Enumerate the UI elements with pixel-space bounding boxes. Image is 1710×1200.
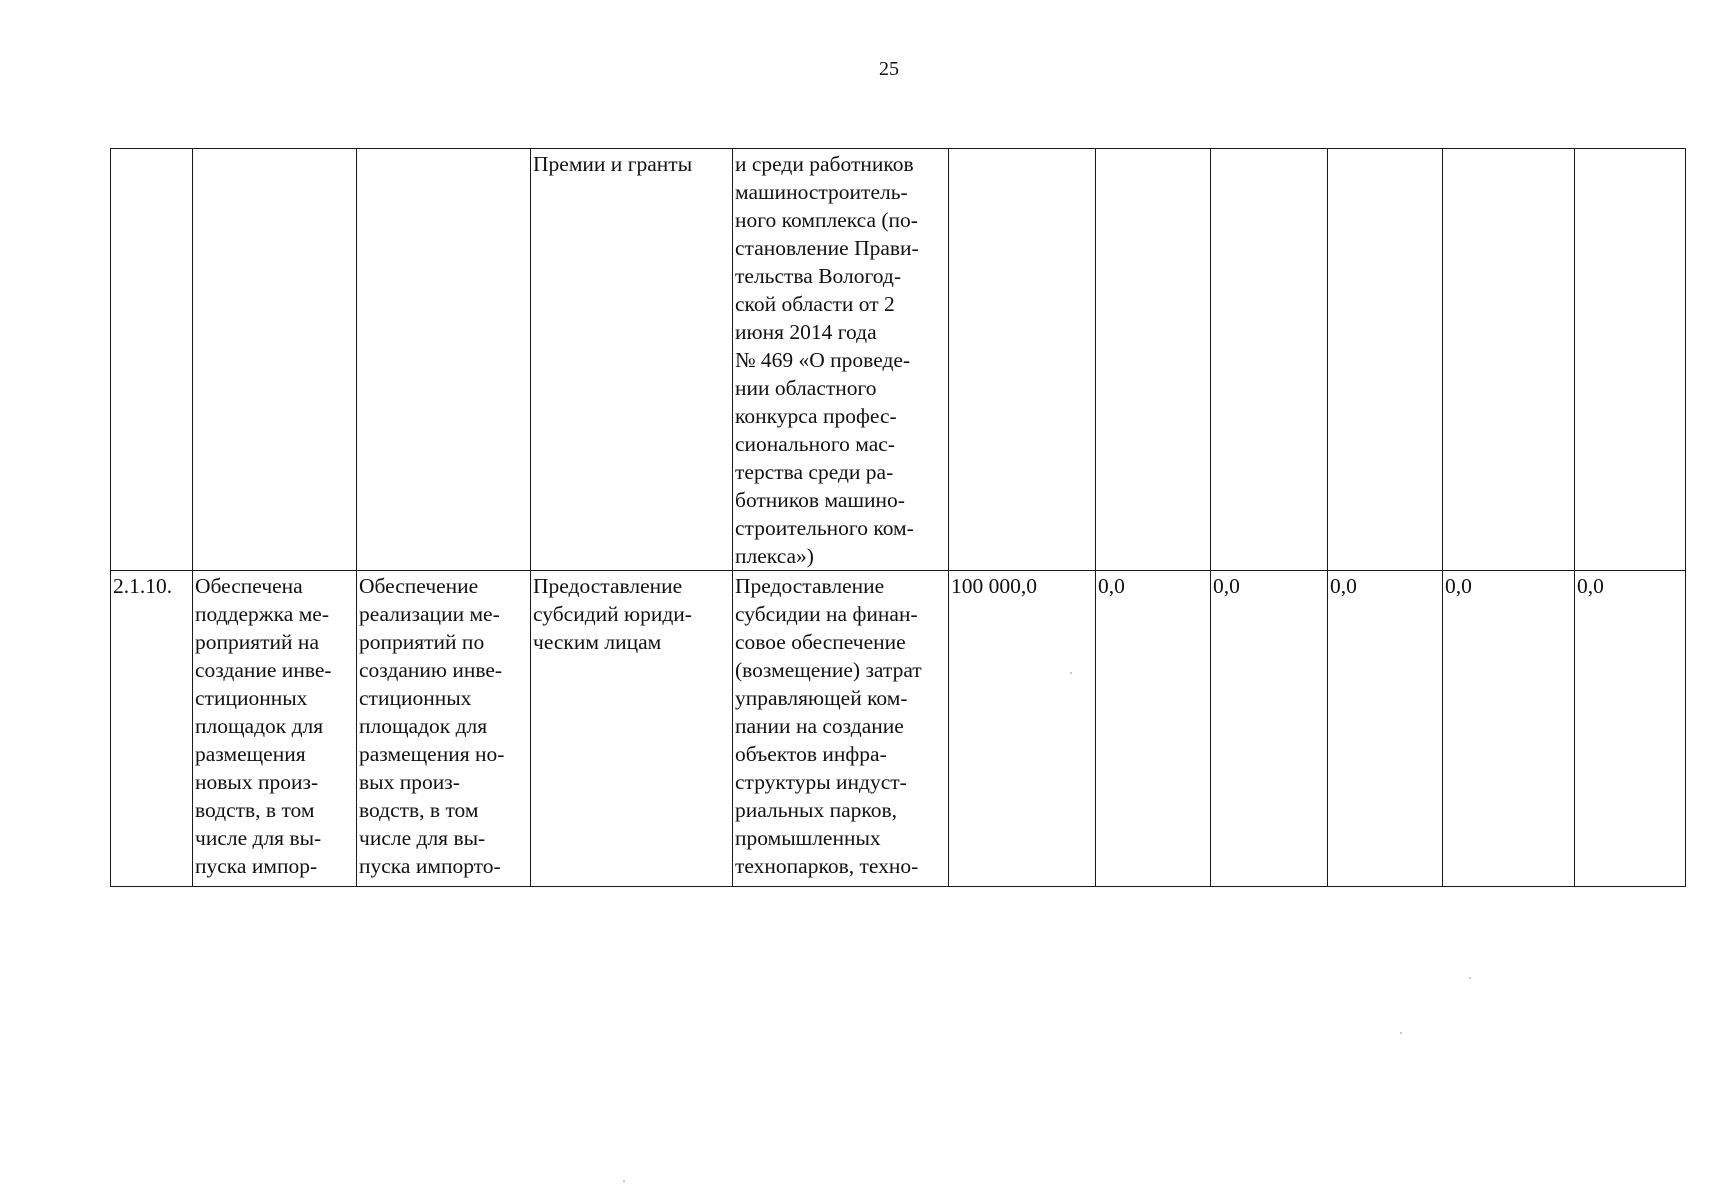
- cell-year-value: [1211, 149, 1328, 571]
- cell-year-value: 0,0: [1211, 571, 1328, 887]
- cell-year-value: [1443, 149, 1575, 571]
- cell-description: Предоставление субсидии на финан- совое обеспечение (возмещение) затрат управляющей ком- пании на создание объектов инфра- структуры индуст- риальных парков, промышленных технопарков, техно-: [733, 571, 949, 887]
- cell-description: и среди работников машиностроитель- ного комплекса (по- становление Прави- тельства Вологод- ской области от 2 июня 2014 года № 469 «О проведе- нии областного конкурса профес- сионального мас- терства среди ра- ботников машино- строительного ком- плекса»): [733, 149, 949, 571]
- cell-number: 2.1.10.: [111, 571, 193, 887]
- scan-speck: [1469, 977, 1471, 979]
- table-row: [111, 149, 1686, 571]
- scan-speck: [1070, 672, 1072, 674]
- scan-speck: [623, 1180, 625, 1182]
- cell-year-value: [1096, 149, 1211, 571]
- cell-amount: 100 000,0: [949, 571, 1096, 887]
- scan-speck: [1400, 1032, 1402, 1034]
- table-row: [111, 571, 1686, 887]
- cell-year-value: [1575, 149, 1686, 571]
- cell-number: [111, 149, 193, 571]
- cell-year-value: 0,0: [1443, 571, 1575, 887]
- cell-result: Обеспечена поддержка ме- роприятий на создание инве- стиционных площадок для размещения новых произ- водств, в том числе для вы- пуска импор-: [193, 571, 357, 887]
- cell-support-type: Предоставление субсидий юриди- ческим лицам: [531, 571, 733, 887]
- cell-measure: Обеспечение реализации ме- роприятий по созданию инве- стиционных площадок для размещения но- вых произ- водств, в том числе для вы- пуска импорто-: [357, 571, 531, 887]
- program-table: [110, 148, 1686, 887]
- cell-year-value: [1328, 149, 1443, 571]
- cell-year-value: 0,0: [1575, 571, 1686, 887]
- cell-result: [193, 149, 357, 571]
- cell-support-type: Премии и гранты: [531, 149, 733, 571]
- page-number: 25: [879, 58, 899, 80]
- cell-year-value: 0,0: [1328, 571, 1443, 887]
- cell-year-value: 0,0: [1096, 571, 1211, 887]
- cell-measure: [357, 149, 531, 571]
- cell-amount: [949, 149, 1096, 571]
